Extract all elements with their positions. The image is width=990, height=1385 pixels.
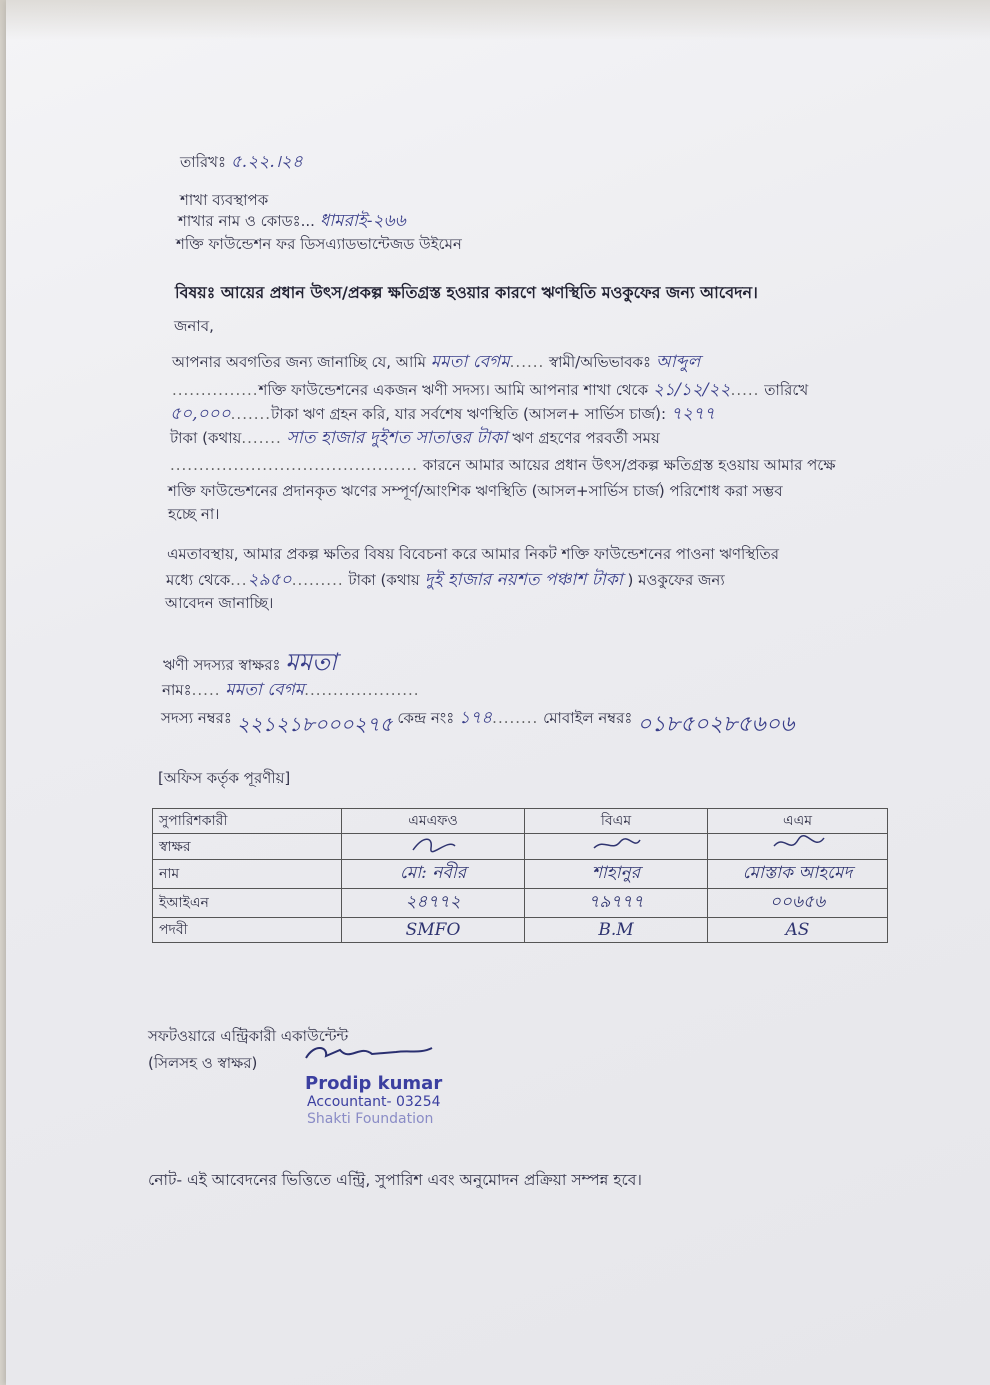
date-label: তারিখঃ [180,153,226,171]
center-number: ১৭৪ [459,708,493,728]
para1-line7: হচ্ছে না। [168,505,220,523]
mfo-name: মো: নবীর [342,860,525,889]
loan-amount: ৫০,০০০ [170,404,231,424]
addressee-line2 [178,211,406,231]
guardian-name: আব্দুল [655,352,701,372]
member-name: মমতা বেগম [225,680,305,700]
salutation: জনাব, [174,317,214,335]
header-recommender: সুপারিশকারী [153,809,342,834]
balance-in-words: সাত হাজার দুইশত সাতাত্তর টাকা [286,428,508,448]
header-am: এএম [708,809,888,834]
para1-line1: আপনার অবগতির জন্য জানাচ্ছি যে, আমি মমতা বেগম...... স্বামী/অভিভাবকঃ আব্দুল [172,352,701,372]
stamp-org: Shakti Foundation [307,1111,434,1127]
row-label-designation: পদবী [153,918,342,943]
mobile-number: ০১৮৫০২৮৫৬০৬ [637,712,795,737]
waive-in-words: দুই হাজার নয়শত পঞ্চাশ টাকা [424,570,623,590]
office-table [152,808,888,943]
subject-line: বিষয়ঃ আয়ের প্রধান উৎস/প্রকল্প ক্ষতিগ্রস্ত হওয়ার কারণে ঋণস্থিতি মওকুফের জন্য আবেদন। [175,283,758,302]
header-bm: বিএম [525,809,708,834]
para1-line2: ...............শক্তি ফাউন্ডেশনের একজন ঋণী সদস্য। আমি আপনার শাখা থেকে ২১/১২/২২..... তারিখে [172,380,809,400]
mfo-designation: SMFO [342,918,525,943]
office-name-row [153,860,888,889]
office-signature-row [153,834,888,860]
bm-signature [525,834,708,860]
mfo-ein: ২৪৭৭২ [342,889,525,918]
para2-text-c: ) মওকুফের জন্য [627,571,725,589]
footer-note: নোট- এই আবেদনের ভিত্তিতে এন্ট্রি, সুপারিশ এবং অনুমোদন প্রক্রিয়া সম্পন্ন হবে। [148,1171,642,1189]
accountant-signature [300,1040,440,1070]
para1-text-e: টাকা ঋণ গ্রহন করি, যার সর্বশেষ ঋণস্থিতি (আসল+ সার্ভিস চার্জ): [271,405,666,423]
applicant-name: মমতা বেগম [430,352,510,372]
am-designation: AS [708,918,888,943]
office-label: [অফিস কর্তৃক পূরণীয়] [158,769,291,787]
date-value: ৫.২২.।২৪ [230,152,303,172]
para2-text-a: মধ্যে থেকে [166,571,231,589]
bm-designation: B.M [525,918,708,943]
member-signature-label: ঋণী সদস্যর স্বাক্ষরঃ [163,656,281,674]
member-signature-line [163,648,337,676]
para2-text-b: টাকা (কথায় [348,571,420,589]
member-name-line: নামঃ..... মমতা বেগম.................... [162,680,420,700]
accountant-line2: (সিলসহ ও স্বাক্ষর) [148,1054,258,1072]
member-number: ২২১২১৮০০০২৭৫ [236,712,393,736]
para1-text-d: তারিখে [764,381,809,399]
member-signature: মমতা [285,648,337,676]
para1-text-f: টাকা (কথায় [170,429,242,447]
office-designation-row [153,918,888,943]
para1-text-g: ঋণ গ্রহণের পরবর্তী সময় [512,429,660,447]
office-ein-row [153,889,888,918]
row-label-signature: স্বাক্ষর [153,834,342,860]
loan-date: ২১/১২/২২ [652,380,731,400]
am-signature [708,834,888,860]
member-name-label: নামঃ [162,681,192,699]
mobile-label: মোবাইল নম্বরঃ [543,709,633,727]
header-mfo: এমএফও [342,809,525,834]
branch-label: শাখার নাম ও কোডঃ... [178,212,315,230]
para1-text-b: স্বামী/অভিভাবকঃ [549,353,652,371]
stamp-name: Prodip kumar [305,1073,443,1094]
member-number-line: সদস্য নম্বরঃ ২২১২১৮০০০২৭৫ কেন্দ্র নংঃ ১৭৪........ মোবাইল নম্বরঃ ০১৮৫০২৮৫৬০৬ [161,708,795,737]
row-label-name: নাম [153,860,342,889]
para2-line3: আবেদন জানাচ্ছি। [165,594,274,612]
member-number-label: সদস্য নম্বরঃ [161,709,232,727]
para1-line3: ৫০,০০০.......টাকা ঋণ গ্রহন করি, যার সর্বশেষ ঋণস্থিতি (আসল+ সার্ভিস চার্জ): ৭২৭৭ [170,404,715,424]
para1-line6: শক্তি ফাউন্ডেশনের প্রদানকৃত ঋণের সম্পূর্ণ/আংশিক ঋণস্থিতি (আসল+সার্ভিস চার্জ) পরিশোধ করা সম্ভব [168,482,783,500]
addressee-line1: শাখা ব্যবস্থাপক [180,191,269,209]
stamp-title: Accountant- 03254 [307,1094,441,1110]
center-label: কেন্দ্র নংঃ [397,709,455,727]
para1-line5: ........................................... কারনে আমার আয়ের প্রধান উৎস/প্রকল্প ক্ষতিগ্রস্ত হওয়ায় আমার পক্ষে [170,456,836,474]
loan-balance: ৭২৭৭ [670,404,715,424]
para1-text-a: আপনার অবগতির জন্য জানাচ্ছি যে, আমি [172,353,426,371]
am-name: মোস্তাক আহমেদ [708,860,888,889]
bm-ein: ৭৯৭৭৭ [525,889,708,918]
para1-line4: টাকা (কথায়....... সাত হাজার দুইশত সাতাত্তর টাকা ঋণ গ্রহণের পরবর্তী সময় [170,428,660,448]
waive-amount: ২৯৫০ [247,570,292,590]
branch-value: ধামরাই-২৬৬ [319,211,406,231]
row-label-ein: ইআইএন [153,889,342,918]
office-header-row [153,809,888,834]
para2-line1: এমতাবস্থায়, আমার প্রকল্প ক্ষতির বিষয় বিবেচনা করে আমার নিকট শক্তি ফাউন্ডেশনের পাওনা ঋণস্থিতির [167,545,780,563]
accountant-line1: সফটওয়ারে এন্ট্রিকারী একাউন্টেন্ট [148,1027,349,1045]
am-ein: ০০৬৫৬ [708,889,888,918]
top-shadow [0,0,990,40]
para1-text-c: শক্তি ফাউন্ডেশনের একজন ঋণী সদস্য। আমি আপনার শাখা থেকে [258,381,649,399]
para1-text-h: কারনে আমার আয়ের প্রধান উৎস/প্রকল্প ক্ষতিগ্রস্ত হওয়ায় আমার পক্ষে [422,456,836,474]
para2-line2: মধ্যে থেকে...২৯৫০......... টাকা (কথায় দুই হাজার নয়শত পঞ্চাশ টাকা ) মওকুফের জন্য [166,570,725,590]
bm-name: শাহানুর [525,860,708,889]
mfo-signature [342,834,525,860]
date-line [180,152,303,172]
addressee-line3: শক্তি ফাউন্ডেশন ফর ডিসএ্যাডভান্টেজড উইমেন [176,235,462,253]
